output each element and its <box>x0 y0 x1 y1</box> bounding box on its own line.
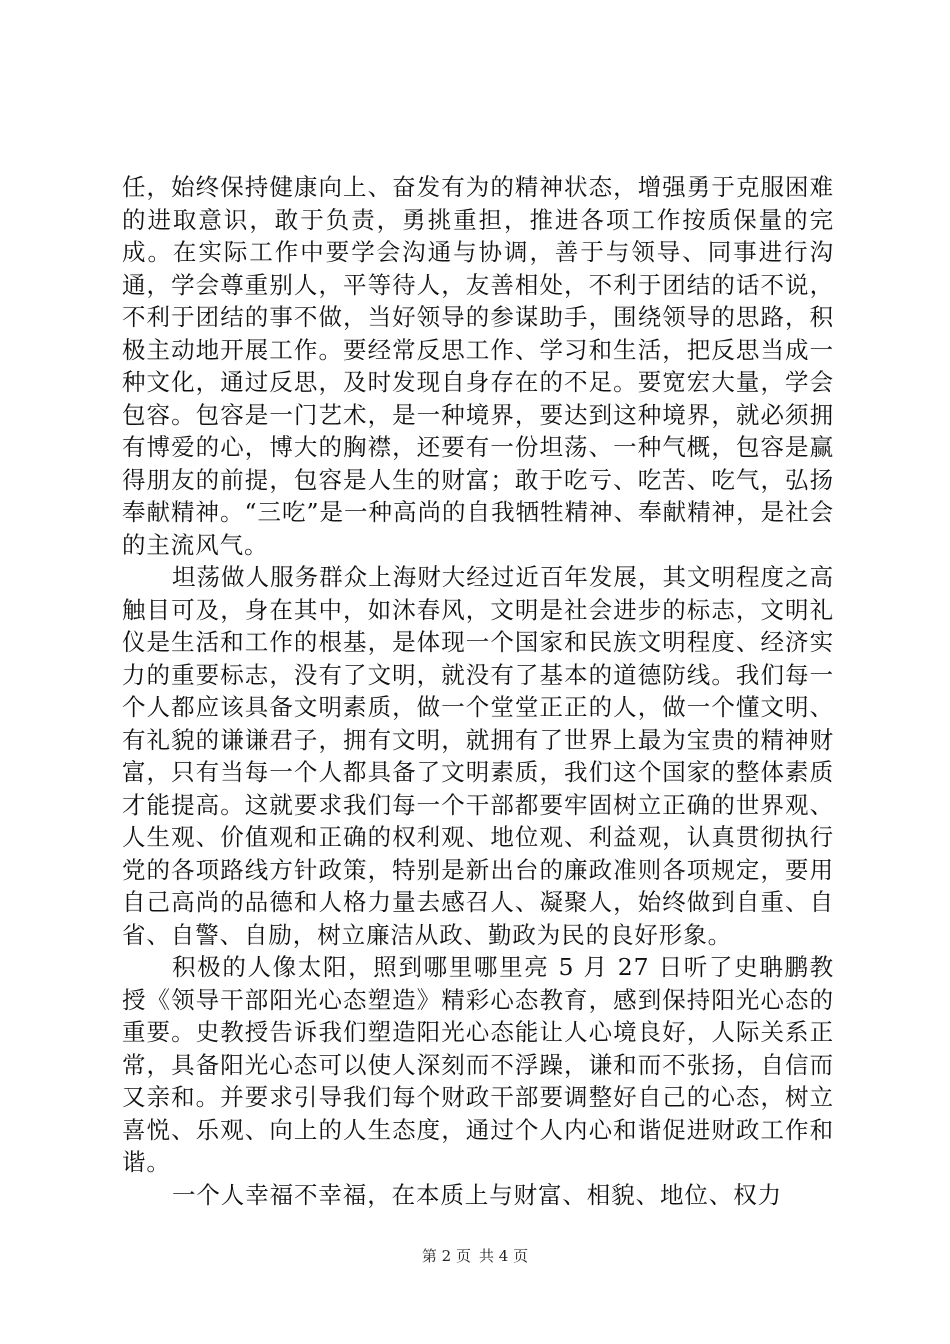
paragraph-4: 一个人幸福不幸福，在本质上与财富、相貌、地位、权力 <box>172 1180 782 1209</box>
page-total: 共 4 页 <box>479 1247 529 1265</box>
page-footer <box>0 1245 950 1266</box>
document-body <box>122 171 834 1211</box>
paragraph-2: 坦荡做人服务群众上海财大经过近百年发展，其文明程度之高触目可及，身在其中，如沐春风，文明是社会进步的标志，文明礼仪是生活和工作的根基，是体现一个国家和民族文明程度、经济实力的重要标志，没有了文明，就没有了基本的道德防线。我们每一个人都应该具备文明素质，做一个堂堂正正的人，做一个懂文明、有礼貌的谦谦君子，拥有文明，就拥有了世界上最为宝贵的精神财富，只有当每一个人都具备了文明素质，我们这个国家的整体素质才能提高。这就要求我们每一个干部都要牢固树立正确的世界观、人生观、价值观和正确的权利观、地位观、利益观，认真贯彻执行党的各项路线方针政策，特别是新出台的廉政准则各项规定，要用自己高尚的品德和人格力量去感召人、凝聚人，始终做到自重、自省、自警、自励，树立廉洁从政、勤政为民的良好形象。 <box>122 563 834 949</box>
paragraph-1: 任，始终保持健康向上、奋发有为的精神状态，增强勇于克服困难的进取意识，敢于负责，勇挑重担，推进各项工作按质保量的完成。在实际工作中要学会沟通与协调，善于与领导、同事进行沟通，学会尊重别人，平等待人，友善相处，不利于团结的话不说，不利于团结的事不做，当好领导的参谋助手，围绕领导的思路，积极主动地开展工作。要经常反思工作、学习和生活，把反思当成一种文化，通过反思，及时发现自身存在的不足。要宽宏大量，学会包容。包容是一门艺术，是一种境界，要达到这种境界，就必须拥有博爱的心，博大的胸襟，还要有一份坦荡、一种气概，包容是赢得朋友的前提，包容是人生的财富；敢于吃亏、吃苦、吃气，弘扬奉献精神。“三吃”是一种高尚的自我牺牲精神、奉献精神，是社会的主流风气。 <box>122 173 834 559</box>
page-number: 第 2 页 <box>421 1247 471 1265</box>
paragraph-3: 积极的人像太阳，照到哪里哪里亮 5 月 27 日听了史聃鹏教授《领导干部阳光心态塑造》精彩心态教育，感到保持阳光心态的重要。史教授告诉我们塑造阳光心态能让人心境良好，人际关系正常，具备阳光心态可以使人深刻而不浮躁，谦和而不张扬，自信而又亲和。并要求引导我们每个财政干部要调整好自己的心态，树立喜悦、乐观、向上的人生态度，通过个人内心和谐促进财政工作和谐。 <box>122 953 834 1176</box>
